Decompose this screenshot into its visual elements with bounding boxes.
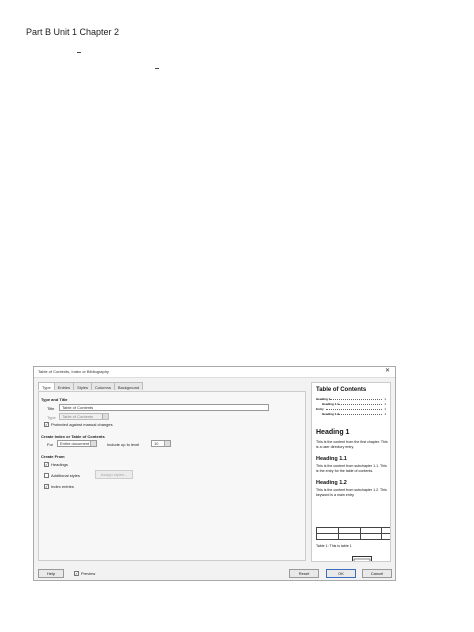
title-label: Title (47, 406, 55, 411)
protected-checkbox[interactable]: ✓ (45, 422, 49, 427)
close-icon[interactable]: ✕ (384, 368, 390, 374)
preview-label: Preview (81, 571, 96, 576)
type-tab-pane (38, 391, 306, 561)
type-and-title-label: Type and Title (41, 397, 68, 402)
index-entries-checkbox[interactable]: ✓ (45, 484, 49, 489)
text-mark (155, 68, 159, 69)
protected-label: Protected against manual changes (51, 422, 113, 427)
tab-background[interactable]: Background (114, 382, 143, 390)
toc-dialog (33, 366, 396, 581)
picture-icon (352, 556, 372, 562)
levels-value: 10 (154, 441, 159, 446)
assign-styles-button[interactable]: Assign styles... (95, 470, 133, 479)
preview-heading-1-1: Heading 1.1 (316, 456, 347, 462)
reset-button[interactable]: Reset (289, 569, 319, 578)
for-select-value: Entire document (60, 441, 90, 446)
tab-bar (38, 382, 142, 390)
preview-heading-1: Heading 1 (316, 429, 350, 436)
tab-columns[interactable]: Columns (91, 382, 115, 390)
create-from-label: Create From (41, 454, 65, 459)
additional-styles-checkbox[interactable] (44, 473, 49, 478)
chevron-down-icon (90, 441, 96, 446)
preview-table-caption: Table 1: This is table 1 (316, 544, 352, 548)
headings-label: Headings (51, 462, 68, 467)
dialog-titlebar (34, 367, 395, 378)
type-select-value: Table of Contents (62, 414, 94, 419)
tab-type[interactable]: Type (38, 382, 55, 390)
for-select[interactable] (57, 440, 97, 447)
create-index-label: Create Index or Table of Contents (41, 434, 105, 439)
preview-heading-1-2: Heading 1.2 (316, 480, 347, 486)
type-select[interactable] (59, 413, 109, 420)
preview-toc-line: Heading 1 1 (316, 397, 386, 401)
preview-toc-line: Heading 1.2 1 (322, 412, 386, 416)
preview-paragraph: This is the content from the first chapter. This is a user directory entry. (316, 440, 388, 449)
title-input[interactable]: Table of Contents (59, 404, 269, 411)
type-label: Type (47, 415, 56, 420)
preview-table (316, 527, 391, 540)
dialog-title: Table of Contents, Index or Bibliography (38, 369, 109, 374)
preview-image-graphic (353, 558, 371, 562)
preview-paragraph: This is the content from subchapter 1.1. This is the entry for the table of contents. (316, 464, 387, 473)
text-mark (77, 52, 81, 53)
preview-checkbox[interactable]: ✓ (75, 571, 79, 576)
preview-toc-line: Heading 1.1 1 (322, 402, 386, 406)
help-button[interactable]: Help (38, 569, 64, 578)
preview-paragraph: This is the content from subchapter 1.2. This keyword is a main entry. (316, 488, 387, 497)
headings-checkbox[interactable]: ✓ (45, 462, 49, 467)
preview-title: Table of Contents (316, 387, 367, 393)
tab-styles[interactable]: Styles (73, 382, 92, 390)
preview-pane (311, 382, 391, 562)
index-entries-label: Index entries (51, 484, 74, 489)
additional-styles-label: Additional styles (51, 473, 80, 478)
levels-label: Include up to level (107, 442, 140, 447)
levels-stepper[interactable] (151, 440, 171, 447)
stepper-icon (164, 441, 170, 446)
chevron-down-icon (102, 414, 108, 419)
tab-entries[interactable]: Entries (54, 382, 74, 390)
preview-toc-line: Entry 1 (316, 407, 386, 411)
for-label: For (47, 442, 53, 447)
cancel-button[interactable]: Cancel (362, 569, 392, 578)
document-heading: Part B Unit 1 Chapter 2 (26, 27, 120, 37)
ok-button[interactable]: OK (326, 569, 356, 578)
